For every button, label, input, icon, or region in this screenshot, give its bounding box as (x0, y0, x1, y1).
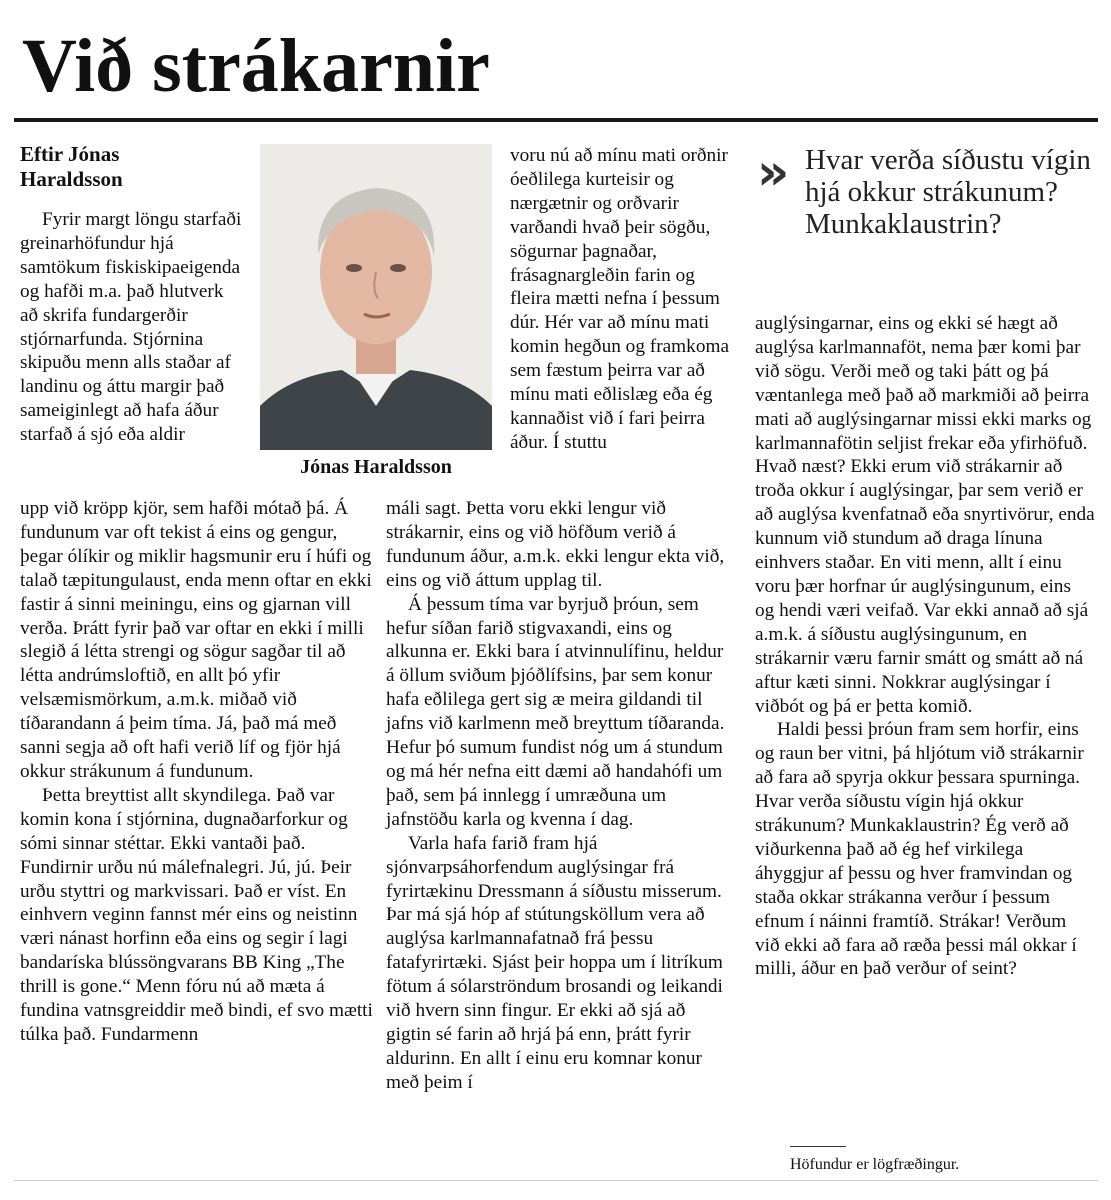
article-paragraph: Haldi þessi þróun fram sem horfir, eins og raun ber vitni, þá hljótum við strákarnir að fara að spyrja okkur þessara spurninga. Hvar verða síðustu vígin hjá okkur strákunum? Munkaklaustrin? Ég verð að viðurkenna það að ég hef virkilega áhyggjur af þessu og hver framvindan og staða okkar strákanna verður í þessum efnum í náinni framtíð. Strákar! Verðum við ekki að fara að ræða þessi mál okkar í milli, áður en það verður of seint? (755, 719, 1084, 980)
author-footnote: Höfundur er lögfræðingur. (790, 1156, 960, 1173)
article-paragraph: Varla hafa farið fram hjá sjónvarpsáhorfendum auglýsingar frá fyrirtækinu Dressmann á síðustu misserum. Þar má sjá hóp af stútungsköllum vera að auglýsa karlmannafatnað frá þessu fatafyrirtæki. Sjást þeir hoppa um í litríkum fötum á sólarströndum brosandi og leikandi við hvern sinn fingur. Er ekki að sjá að gigtin sé farin að hrjá þá enn, þrátt fyrir aldurinn. En allt í einu eru komnar konur með þeim í (386, 832, 723, 1093)
article-paragraph: máli sagt. Þetta voru ekki lengur við strákarnir, eins og við höfðum verið á fundunum áður, a.m.k. ekki lengur ekta við, eins og við áttum upplag til. (386, 498, 725, 591)
pull-quote-text: Hvar verða síðustu vígin hjá okkur strákunum? Munkaklaustrin? (805, 144, 1091, 240)
footnote-rule (790, 1146, 846, 1147)
double-chevron-right-icon: » (757, 143, 790, 201)
article-column-1 (20, 208, 245, 447)
article-column-2-continued (386, 497, 732, 1095)
byline: Eftir Jónas Haraldsson (20, 142, 123, 191)
photo-caption: Jónas Haraldsson (300, 456, 452, 478)
page-bottom-rule (14, 1180, 1098, 1181)
author-photo (260, 144, 492, 450)
article-paragraph: Á þessum tíma var byrjuð þróun, sem hefur síðan farið stigvaxandi, eins og alkunna er. Ekki bara í atvinnulífinu, heldur á öllum sviðum þjóðlífsins, þar sem konur hafa eðlilega gert sig æ meira gildandi til jafns við karlmenn með breyttum tíðaranda. Hefur þó sumum fundist nóg um á stundum og má hér nefna eitt dæmi að handahófi um það, sem þá innlegg í umræðuna um jafnstöðu karla og kvenna í dag. (386, 593, 725, 830)
article-paragraph: voru nú að mínu mati orðnir óeðlilega kurteisir og nærgætnir og orðvarir varðandi hvað þeir sögðu, sögurnar þagnaðar, frásagnargleðin farin og fleira mætti nefna í þessum dúr. Hér var að mínu mati komin hegðun og framkoma sem fæstum þeirra var að mínu mati eðlislæg eða ég kannaðist við í fari þeirra áður. Í stuttu (510, 145, 730, 453)
article-column-1-continued (20, 497, 374, 1047)
article-paragraph: auglýsingarnar, eins og ekki sé hægt að auglýsa karlmannaföt, nema þær komi þar við sögu. Verði með og taki þátt og þá væntanlega með það að markmiði að þeirra mati að auglýsingarnar missi ekki marks og karlmannafötin seljist frekar eða yfirhöfuð. Hvað næst? Ekki erum við strákarnir að troða okkur í auglýsingar, þar sem verið er að auglýsa kvenfatnað eða snyrtivörur, enda kunnum við stundum að draga línuna einhvers staðar. En viti menn, allt í einu voru þær horfnar úr auglýsingunum, eins og hendi væri veifað. Var ekki annað að sjá a.m.k. á síðustu auglýsingunum, en strákarnir væru farnir smátt og smátt að ná aftur kæti sinni. Nokkrar auglýsingar í viðbót og þá er þetta komið. (755, 313, 1095, 717)
article-paragraph: upp við kröpp kjör, sem hafði mótað þá. Á fundunum var oft tekist á eins og gengur, þegar ólíkir og miklir hagsmunir eru í húfi og talað tæpitungulaust, enda menn oftar en ekki fastir á sinni meiningu, eins og gjarnan vill verða. Þrátt fyrir það var oftar en ekki í milli slegið á létta strengi og sögur sagðar til að létta andrúmsloftið, en allt þó yfir velsæmismörkum, a.m.k. miðað við tíðarandann á þeim tíma. Já, það má með sanni segja að oft hafi verið líf og fjör hjá okkur strákunum á fundunum. (20, 498, 372, 782)
article-column-3 (755, 312, 1095, 981)
title-rule (14, 118, 1098, 122)
article-paragraph: Þetta breyttist allt skyndilega. Það var komin kona í stjórnina, dugnaðarforkur og sómi sinnar stéttar. Ekki vantaði það. Fundirnir urðu nú málefnalegri. Jú, jú. Þeir urðu styttri og markvissari. Það er víst. En einhvern veginn fannst mér eins og neistinn væri nánast horfinn eða eins og segir í lagi bandaríska blússöngvarans BB King „The thrill is gone.“ Menn fóru nú að mæta á fundina vatnsgreiddir með bindi, ef svo mætti túlka það. Fundarmenn (20, 784, 373, 1045)
article-paragraph: Fyrir margt löngu starfaði greinarhöfundur hjá samtökum fiskiskipaeigenda og hafði m.a. það hlutverk að skrifa fundargerðir stjórnarfunda. Stjórnina skipuðu menn alls staðar af landinu og áttu margir það sameiginlegt að hafa áður starfað á sjó eða aldir (20, 209, 242, 446)
pull-quote (755, 144, 1095, 304)
article-column-2 (510, 144, 732, 455)
author-portrait-illustration (260, 144, 492, 450)
article-title: Við strákarnir (22, 24, 490, 108)
